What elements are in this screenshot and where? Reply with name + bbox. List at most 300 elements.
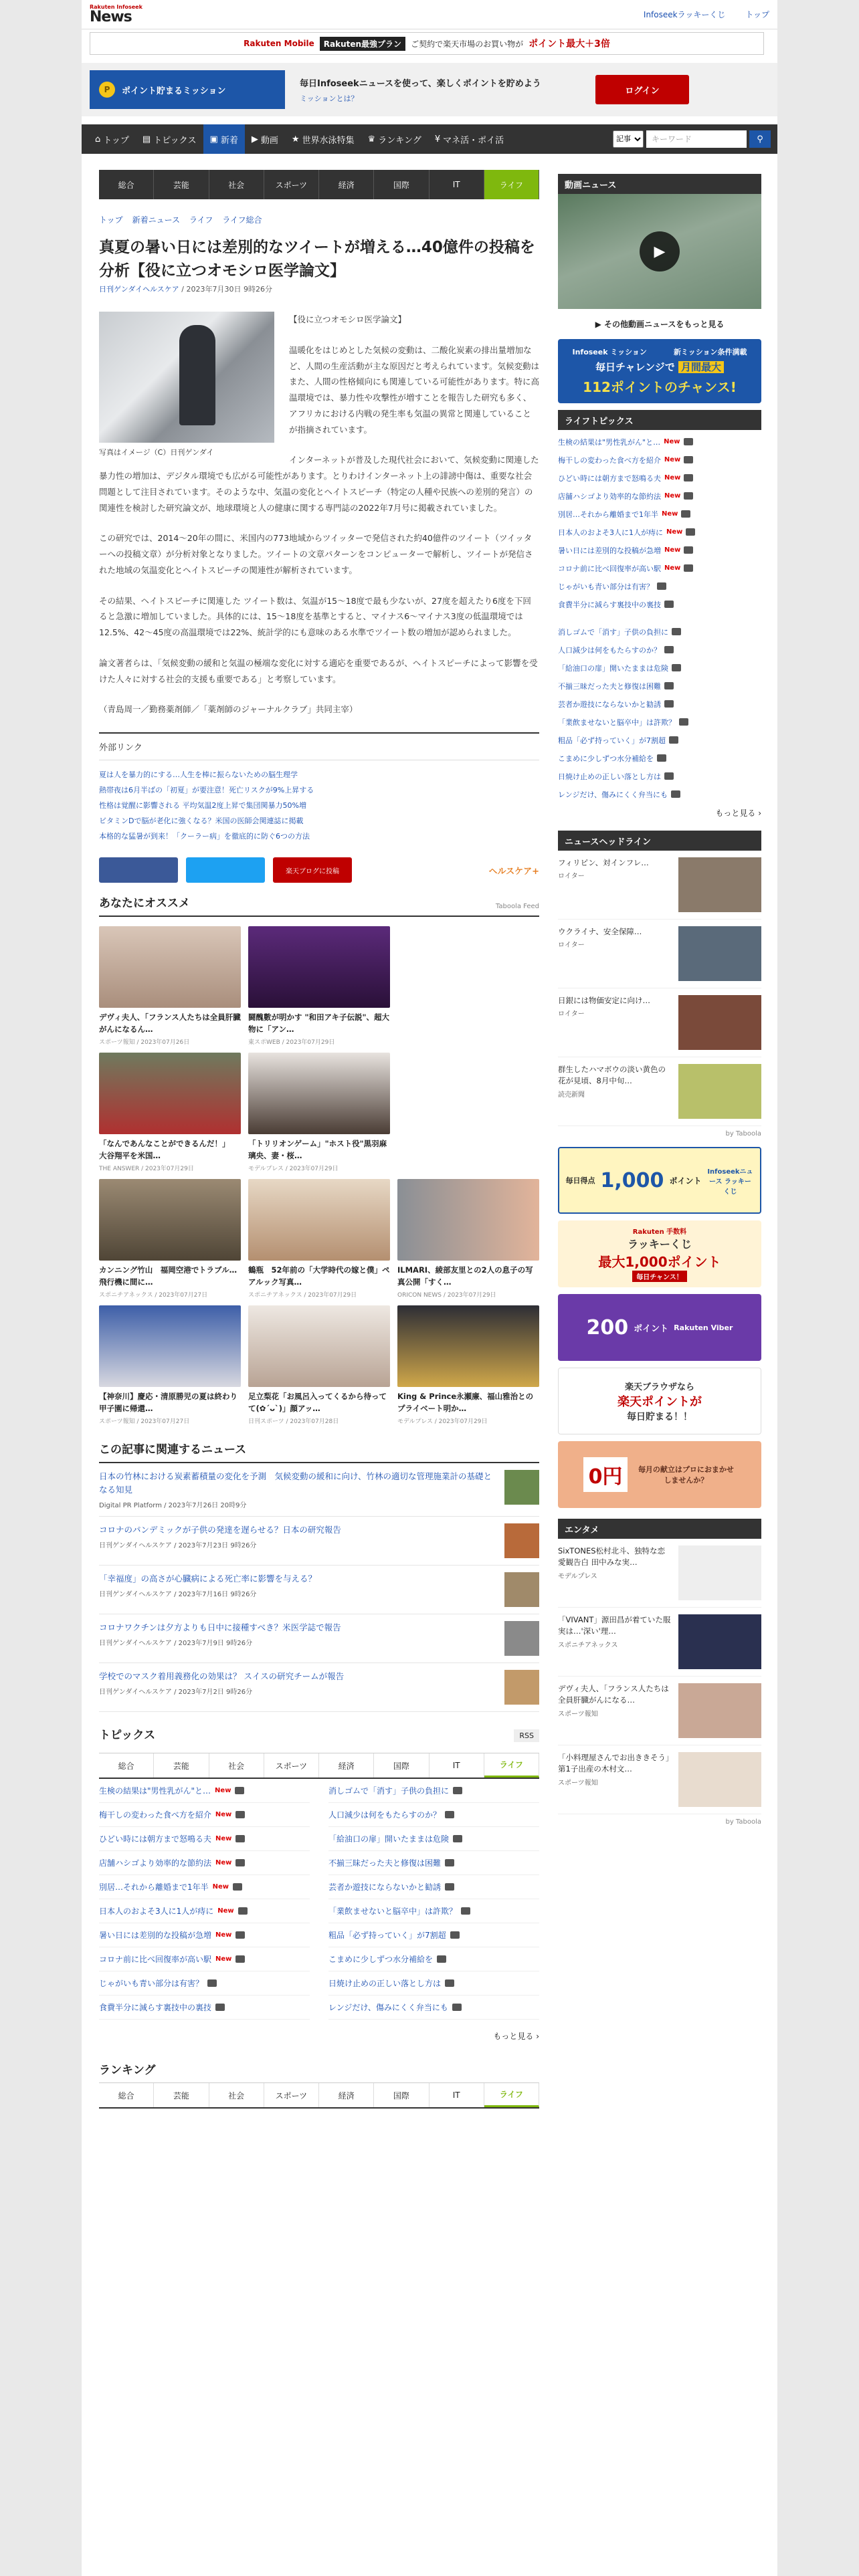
healthcare-logo[interactable]: ヘルスケア+	[488, 866, 539, 877]
viber-banner[interactable]	[558, 1294, 761, 1361]
card-title: 「トリリオンゲーム」"ホスト役"黒羽麻璃央、妻・桜…	[248, 1139, 387, 1161]
chevron-right-icon: ›	[758, 809, 761, 818]
topic-item[interactable]	[328, 1827, 539, 1851]
mission-line1: 毎日Infoseekニュースを使って、楽しくポイントを貯めよう	[300, 78, 541, 89]
ent-item[interactable]	[558, 1608, 761, 1677]
new-badge: New	[217, 1907, 234, 1915]
top-link[interactable]: トップ	[745, 10, 769, 19]
new-badge: New	[215, 1787, 231, 1795]
related-source: 日刊ゲンダイヘルスケア / 2023年7月9日 9時26分	[99, 1640, 253, 1648]
banner-text: Infoseek ミッション	[572, 348, 647, 356]
ranking-tab[interactable]: 経済	[319, 2083, 374, 2107]
related-header	[99, 1440, 539, 1463]
search-bar	[613, 130, 771, 148]
external-heading: 外部リンク	[99, 734, 539, 760]
article-title: 真夏の暑い日には差別的なツイートが増える…40億件の投稿を分析【役に立つオモシロ医学論文】	[99, 239, 535, 280]
recommend-card[interactable]	[248, 926, 390, 1046]
camera-icon	[461, 1907, 470, 1915]
topic-item[interactable]	[328, 1947, 539, 1971]
life-item[interactable]	[558, 641, 761, 659]
related-list	[99, 1463, 539, 1712]
new-badge: New	[666, 528, 683, 536]
headline-box	[558, 831, 761, 1138]
article-image[interactable]	[99, 312, 274, 443]
topics-tab[interactable]: 経済	[319, 1753, 374, 1778]
life-item[interactable]	[558, 695, 761, 713]
life-item[interactable]	[558, 785, 761, 803]
topics-tab[interactable]: 社会	[209, 1753, 264, 1778]
life-list	[558, 433, 761, 613]
card-title: カンニング竹山 福岡空港でトラブル…飛行機に間に…	[99, 1265, 237, 1287]
subnav-item[interactable]: スポーツ	[264, 170, 319, 199]
banner-text: ポイント	[634, 1323, 669, 1334]
life-item[interactable]	[558, 523, 761, 541]
related-title: 学校でのマスク着用義務化の効果は？ スイスの研究チームが報告	[99, 1671, 345, 1682]
nav-ranking[interactable]	[361, 124, 428, 154]
banner-text: 200	[586, 1315, 629, 1339]
ent-title: SixTONES松村北斗、独特な恋愛観告白 田中みな実…	[558, 1546, 666, 1568]
life-title: 「給油口の扉」開いたままは危険	[558, 663, 668, 673]
subnav-item[interactable]: 総合	[99, 170, 154, 199]
external-links	[99, 732, 539, 844]
headline-source: ロイター	[558, 873, 585, 881]
sidebar	[558, 174, 761, 1826]
new-badge: New	[664, 438, 680, 445]
camera-icon	[672, 628, 681, 635]
camera-icon	[672, 664, 681, 671]
topic-title: 不揃三昧だった夫と修復は困難	[328, 1858, 442, 1868]
subnav-item[interactable]: 社会	[209, 170, 264, 199]
life-title: こまめに少しずつ水分補給を	[558, 754, 654, 763]
life-title: 別居…それから離婚まで1年半	[558, 510, 658, 519]
related-item[interactable]	[99, 1463, 539, 1517]
taboola-label[interactable]: by Taboola	[725, 1130, 761, 1138]
card-source: スポーツ報知 / 2023年07月27日	[99, 1418, 190, 1426]
browser-banner[interactable]	[558, 1368, 761, 1434]
promo-text: ご契約で楽天市場のお買い物が	[411, 39, 524, 49]
nav-swim[interactable]	[285, 124, 361, 154]
coin-icon: P	[99, 82, 115, 98]
topic-item[interactable]	[99, 1851, 310, 1875]
coin-icon: ¥	[434, 134, 441, 144]
life-item[interactable]	[558, 767, 761, 785]
video-box	[558, 174, 761, 330]
headline-item[interactable]	[558, 920, 761, 988]
topic-item[interactable]	[328, 1803, 539, 1827]
banner-text: 112ポイントのチャンス!	[583, 379, 737, 395]
ranking-section	[99, 2060, 539, 2109]
card-source: ORICON NEWS / 2023年07月29日	[397, 1292, 496, 1299]
life-title: 芸者か遊技にならないかと勧誘	[558, 700, 661, 709]
life-item[interactable]	[558, 659, 761, 677]
life-item[interactable]	[558, 505, 761, 523]
article-para: インターネットが普及した現代社会において、気候変動に関連した暴力性の増加は、デジタル環境でも広がる可能性があります。とりわけインターネット上の誹謗中傷は、重要な社会問題として注目されています。そのような中、気温の変化とヘイトスピーチ（特定の人種や民族への差別的発言）の関連性を検討した研究論文が、地球環境と人の健康に関する専門誌の2022年7月号に掲載されていました。	[99, 455, 539, 513]
topic-item[interactable]	[328, 1899, 539, 1923]
camera-icon	[235, 1787, 244, 1794]
nav-top[interactable]	[88, 124, 136, 154]
headline-source: ロイター	[558, 1010, 585, 1018]
new-badge: New	[215, 1931, 232, 1939]
life-item[interactable]	[558, 595, 761, 613]
related-item[interactable]	[99, 1566, 539, 1614]
subnav-item-active[interactable]: ライフ	[484, 170, 539, 199]
banner-text: 最大1,000ポイント	[598, 1254, 721, 1270]
topic-title: 梅干しの変わった食べ方を紹介	[99, 1810, 211, 1820]
life-title: 粗品「必ず持っていく」が7割超	[558, 736, 666, 745]
camera-icon	[445, 1979, 454, 1987]
camera-icon	[450, 1931, 460, 1939]
recommend-card[interactable]	[248, 1305, 390, 1425]
banner-text: 新ミッション条件满載	[673, 348, 747, 356]
recommend-card[interactable]	[99, 1179, 241, 1299]
play-icon[interactable]: ▶	[640, 231, 680, 272]
camera-icon	[657, 582, 666, 590]
life-item[interactable]	[558, 677, 761, 695]
logo-main: News	[90, 8, 132, 25]
new-badge: New	[664, 564, 681, 572]
camera-icon	[684, 474, 693, 481]
taboola-label[interactable]: by Taboola	[725, 1818, 761, 1826]
life-item[interactable]	[558, 731, 761, 749]
topics-heading: トピックス	[99, 1729, 156, 1743]
card-source: スポニチアネックス / 2023年07月29日	[248, 1292, 357, 1299]
recipe-banner[interactable]	[558, 1441, 761, 1508]
camera-icon	[684, 546, 693, 554]
related-heading: この記事に関連するニュース	[99, 1443, 247, 1457]
topics-tab[interactable]: 総合	[99, 1753, 154, 1778]
ent-item[interactable]	[558, 1539, 761, 1608]
camera-icon	[453, 1787, 462, 1794]
life-title: コロナ前に比べ回復率が高い駅	[558, 564, 661, 573]
subnav-item[interactable]: 国際	[374, 170, 429, 199]
lucky-banner[interactable]	[558, 1147, 761, 1214]
external-link[interactable]: ビタミンDで脳が老化に強くなる？米国の医師会関連誌に掲載	[99, 817, 304, 826]
life-title: 生検の結果は"男性乳がん"と…	[558, 437, 661, 447]
ranking-tab-active[interactable]: ライフ	[484, 2083, 539, 2107]
nav-label: 世界水泳特集	[302, 135, 355, 146]
site-header	[82, 0, 777, 29]
life-title: 「業飲ませないと脳卒中」は許欺？	[558, 718, 676, 727]
camera-icon	[686, 528, 695, 536]
twitter-share-button[interactable]	[186, 857, 265, 883]
camera-icon	[445, 1859, 454, 1866]
headline-item[interactable]	[558, 851, 761, 920]
recommend-card[interactable]	[248, 1179, 390, 1299]
banner-text: 毎日チャンス！	[632, 1271, 686, 1282]
lucky-link[interactable]: Infoseekラッキーくじ	[643, 10, 726, 19]
breadcrumb-item[interactable]: ライフ	[189, 215, 213, 225]
external-link[interactable]: 夏は人を暴力的にする…人生を棒に振らないための脳生理学	[99, 770, 298, 779]
topics-tab[interactable]: 国際	[374, 1753, 429, 1778]
related-item[interactable]	[99, 1663, 539, 1712]
topics-tab-active[interactable]: ライフ	[484, 1753, 539, 1778]
topic-item[interactable]	[99, 1803, 310, 1827]
life-item[interactable]	[558, 433, 761, 451]
search-button[interactable]	[749, 130, 771, 148]
new-badge: New	[664, 456, 681, 463]
ent-source: スポーツ報知	[558, 1710, 598, 1718]
camera-icon	[233, 1883, 242, 1891]
banner-text: Rakuten Viber	[674, 1323, 733, 1332]
page	[82, 0, 777, 2576]
article-para: 温暖化をはじめとした気候の変動は、二酸化炭素の排出量増加など、人間の生産活動が主な原因だと考えられています。気候変動はまた、人間の性格傾向にも関連している可能性があります。特に高温環境では、暴力性や攻撃性が増すことを報告した研究も多く、アフリカにおける内戦の発生率も気温の異常と関連していることが指摘されています。	[289, 344, 540, 435]
recommend-card[interactable]	[99, 926, 241, 1046]
promo-plan: Rakuten最強プラン	[320, 37, 405, 51]
subnav-item[interactable]: 芸能	[154, 170, 209, 199]
mission-area	[82, 63, 777, 116]
login-label: ログイン	[625, 86, 660, 96]
nav-label: トップ	[103, 135, 129, 146]
card-title: ILMARI、綾部友里との2人の息子の写真公開「すく…	[397, 1265, 533, 1287]
topics-tab[interactable]: IT	[430, 1753, 484, 1778]
banner-text: 毎日貯まる！！	[627, 1411, 692, 1422]
banner-text: 毎日得点	[565, 1176, 595, 1185]
card-title: King & Prince永瀬廉、福山雅治とのプライベート明か…	[397, 1392, 534, 1414]
topics-header	[99, 1725, 539, 1747]
related-title: 日本の竹林における炭素蓄積量の変化を予測 気候変動の緩和に向け、竹林の適切な管理施業計の基礎となる知見	[99, 1471, 492, 1495]
life-item[interactable]	[558, 487, 761, 505]
camera-icon	[664, 646, 674, 653]
facebook-share-button[interactable]	[99, 857, 178, 883]
article-para: 論文著者らは、「気候変動の緩和と気温の極端な変化に対する適応を重要であるが、ヘイトスピーチによって影響を受けた人々に対する社会的支援も重要である」と考察しています。	[99, 657, 538, 684]
camera-icon	[664, 682, 674, 689]
ent-item[interactable]	[558, 1745, 761, 1814]
breadcrumb-item[interactable]: 新着ニュース	[132, 215, 181, 225]
banner-text: 楽天ブラウザなら	[624, 1382, 694, 1392]
camera-icon	[235, 1931, 245, 1939]
ranking-tab[interactable]: スポーツ	[264, 2083, 319, 2107]
camera-icon	[453, 1835, 462, 1842]
camera-icon	[445, 1883, 454, 1891]
video-more-label: その他動画ニュースをもっと見る	[604, 320, 725, 329]
headline-item[interactable]	[558, 988, 761, 1057]
topic-title: 別居…それから離婚まで1年半	[99, 1883, 209, 1893]
camera-icon	[235, 1835, 245, 1842]
ranking-tab[interactable]: 国際	[374, 2083, 429, 2107]
camera-icon	[679, 718, 688, 726]
headline-source: 読売新聞	[558, 1091, 585, 1099]
topic-title: ひどい時には朝方まで怒鳴る夫	[99, 1834, 212, 1844]
life-list	[558, 623, 761, 803]
camera-icon	[235, 1811, 245, 1818]
topic-title: 消しゴムで「消す」子供の負担に	[328, 1786, 450, 1796]
recommend-card[interactable]	[99, 1305, 246, 1426]
life-title: 梅干しの変わった食べ方を紹介	[558, 455, 661, 465]
external-link[interactable]: 熱帯夜は6月半ばの「初夏」が要注意！死亡リスクが9%上昇する	[99, 786, 314, 795]
banner-text: ラッキーくじ	[628, 1238, 692, 1251]
search-select[interactable]	[613, 130, 644, 148]
search-input[interactable]: キーワード	[646, 130, 747, 148]
figure-caption: 写真はイメージ（C）日刊ゲンダイ	[99, 448, 214, 457]
related-source: 日刊ゲンダイヘルスケア / 2023年7月23日 9時26分	[99, 1542, 257, 1550]
topic-item[interactable]	[328, 1923, 539, 1947]
card-source: スポニチアネックス / 2023年07月27日	[99, 1292, 208, 1299]
rakuten-blog-button[interactable]	[273, 857, 352, 883]
nav-topics[interactable]	[136, 124, 203, 154]
card-title: デヴィ夫人、「フランス人たちは全員肝臓がんになるん…	[99, 1012, 241, 1035]
article-meta: 日刊ゲンダイヘルスケア / 2023年7月30日 9時26分	[99, 285, 272, 294]
new-badge: New	[662, 510, 678, 518]
video-heading: 動画ニュース	[558, 174, 761, 194]
ranking-heading: ランキング	[99, 2064, 156, 2078]
life-item[interactable]	[558, 541, 761, 559]
video-player[interactable]	[558, 194, 761, 309]
banner-text: Infoseekニュース ラッキーくじ	[707, 1168, 753, 1196]
headline-title: フィリピン、対インフレ…	[558, 858, 649, 867]
topic-item[interactable]	[99, 1899, 310, 1923]
camera-icon	[238, 1907, 248, 1915]
life-item[interactable]	[558, 577, 761, 595]
ranking-tab[interactable]: IT	[430, 2083, 484, 2107]
camera-icon	[664, 700, 674, 708]
recommend-card[interactable]	[397, 1179, 539, 1299]
topic-title: こまめに少しずつ水分補給を	[328, 1955, 434, 1965]
subnav-item[interactable]: IT	[430, 170, 484, 199]
topic-title: 食費半分に減らす裏技中の裏技	[99, 2003, 212, 2013]
topic-item[interactable]	[99, 1947, 310, 1971]
card-title: 足立梨花「お風呂入ってくるから待ってて(✿´ᴗ`)」顔アッ…	[248, 1392, 387, 1414]
camera-icon	[452, 2004, 462, 2011]
nav-new[interactable]	[203, 124, 245, 154]
article-para: （青島周一／勤務薬剤師／「薬剤師のジャーナルクラブ」共同主宰）	[99, 704, 358, 715]
topic-item[interactable]	[328, 1851, 539, 1875]
nav-video[interactable]	[245, 124, 285, 154]
topics-icon: ▤	[142, 134, 151, 144]
promo-banner[interactable]	[90, 32, 764, 55]
topic-item[interactable]	[99, 1779, 310, 1803]
nav-label: トピックス	[153, 135, 197, 146]
mission-banner[interactable]	[558, 339, 761, 403]
ent-title: 「VIVANT」源田昌が着ていた服 実は…'深い'理…	[558, 1615, 678, 1636]
login-button[interactable]	[595, 75, 689, 104]
camera-icon	[235, 1859, 245, 1866]
topic-item[interactable]	[99, 1923, 310, 1947]
nav-money[interactable]	[428, 124, 510, 154]
topics-tab[interactable]: スポーツ	[264, 1753, 319, 1778]
life-item[interactable]	[558, 749, 761, 767]
nav-label: ランキング	[378, 135, 421, 146]
ranking-tabs	[99, 2082, 539, 2109]
site-logo[interactable]	[90, 5, 142, 25]
banner-text: Rakuten 手数料	[632, 1228, 687, 1236]
topic-title: 店舗ハシゴより効率的な節約法	[99, 1858, 212, 1868]
mission-badge[interactable]	[90, 70, 285, 109]
rakuten-blog-label: 楽天ブログに投稿	[286, 867, 339, 875]
new-badge: New	[664, 546, 681, 554]
promo-mobile: Rakuten Mobile	[244, 39, 314, 48]
headline-source: ロイター	[558, 942, 585, 950]
camera-icon	[684, 564, 693, 572]
topic-item[interactable]	[99, 1827, 310, 1851]
life-item[interactable]	[558, 451, 761, 469]
related-item[interactable]	[99, 1517, 539, 1566]
life-item[interactable]	[558, 469, 761, 487]
article-para: この研究では、2014～20年の間に、米国内の773地域からツイッターで発信された約40億件のツイート（ツイッターへの投稿文章）が分析対象となりました。ツイートの文章パターンをコンピューターで解析し、ツイートが発信された地域の気温変化とヘイトスピーチの関連性が解析されています。	[99, 533, 533, 575]
promo-points: ポイント最大＋3倍	[529, 39, 610, 49]
card-title: 「なんであんなことができるんだ！」 大谷翔平を米国…	[99, 1139, 234, 1161]
new-badge: New	[215, 1955, 232, 1963]
subnav-item[interactable]: 経済	[319, 170, 374, 199]
rakuten-lucky-banner[interactable]	[558, 1220, 761, 1287]
star-icon: ★	[291, 134, 300, 144]
camera-icon	[684, 438, 693, 445]
camera-icon	[684, 492, 693, 500]
topics-tabs	[99, 1753, 539, 1779]
article-source[interactable]: 日刊ゲンダイヘルスケア	[99, 285, 179, 294]
camera-icon	[207, 1979, 217, 1987]
ranking-tab[interactable]: 総合	[99, 2083, 154, 2107]
related-title: コロナワクチンは夕方よりも日中に接種すべき？米医学誌で報告	[99, 1622, 341, 1633]
topic-item[interactable]	[99, 1875, 310, 1899]
topics-grid	[99, 1779, 539, 2020]
related-title: コロナのパンデミックが子供の発達を遅らせる？日本の研究報告	[99, 1525, 341, 1535]
topics-more-link[interactable]: もっと見る	[493, 2032, 534, 2042]
ent-source: モデルプレス	[558, 1572, 597, 1580]
topic-item[interactable]	[99, 1971, 310, 1996]
life-title: 暑い日には差別的な投稿が急増	[558, 546, 661, 555]
life-item[interactable]	[558, 623, 761, 641]
ranking-tab[interactable]: 社会	[209, 2083, 264, 2107]
related-source: 日刊ゲンダイヘルスケア / 2023年7月16日 9時26分	[99, 1591, 257, 1599]
topic-title: 日本人のおよそ3人に1人が痔に	[99, 1907, 214, 1917]
topic-title: コロナ前に比べ回復率が高い駅	[99, 1955, 212, 1965]
topic-item[interactable]	[328, 1875, 539, 1899]
related-item[interactable]	[99, 1614, 539, 1663]
article-para: その結果、ヘイトスピーチに関連した ツイート数は、気温が15～18度で最も少ないが、27度を超えたり6度を下回ると急激に増加していました。具体的には、15～18度を基準とすると、マイナス6～マイナス3度の低温環境では12.5%、42～45度の高温環境では22%、統計学的にも意味のある水準でツイート数の増加が認められました。	[99, 595, 531, 637]
headline-title: ウクライナ、安全保障…	[558, 927, 642, 936]
topic-item[interactable]	[328, 1996, 539, 2020]
breadcrumb-item[interactable]: トップ	[99, 215, 123, 225]
life-more-link[interactable]: もっと見る	[715, 809, 756, 818]
ranking-tab[interactable]: 芸能	[154, 2083, 209, 2107]
life-item[interactable]	[558, 559, 761, 577]
article-figure	[99, 312, 274, 457]
card-source: 東スポWEB / 2023年07月29日	[248, 1039, 335, 1047]
recommend-card[interactable]	[248, 1053, 390, 1172]
external-link[interactable]: 本格的な猛暑が到来！「クーラー病」を徹底的に防ぐ6つの方法	[99, 832, 310, 841]
life-title: 店舗ハシゴより効率的な節約法	[558, 492, 661, 501]
topic-item[interactable]	[328, 1779, 539, 1803]
logo-top: Rakuten Infoseek	[90, 3, 142, 10]
topic-item[interactable]	[328, 1971, 539, 1996]
topics-tab[interactable]: 芸能	[154, 1753, 209, 1778]
ent-source: スポーツ報知	[558, 1779, 598, 1787]
life-topics-heading: ライフトピックス	[558, 410, 761, 430]
crown-icon: ♛	[367, 134, 376, 144]
headline-item[interactable]	[558, 1057, 761, 1126]
home-icon: ⌂	[95, 134, 101, 144]
recommend-card[interactable]	[397, 1305, 539, 1425]
topic-title: じゃがいも青い部分は有害？	[99, 1979, 204, 1989]
taboola-label[interactable]: Taboola Feed	[495, 903, 539, 911]
recommend-card[interactable]	[99, 1053, 241, 1172]
life-item[interactable]	[558, 713, 761, 731]
article-date: 2023年7月30日 9時26分	[186, 285, 272, 294]
banner-text: 毎月の献立はプロにおまかせしませんか？	[638, 1465, 734, 1485]
mission-help-link[interactable]: ミッションとは？	[300, 94, 359, 103]
camera-icon	[664, 601, 674, 608]
camera-icon	[235, 1955, 245, 1963]
external-link[interactable]: 性格は覚醒に影響される 平均気温2度上昇で集団関暴力50%増	[99, 801, 306, 811]
rss-button[interactable]: RSS	[514, 1729, 539, 1742]
topic-item[interactable]	[99, 1996, 310, 2020]
breadcrumb-item[interactable]: ライフ総合	[222, 215, 262, 225]
ent-item[interactable]	[558, 1677, 761, 1745]
topic-title: 「給油口の扉」開いたままは危険	[328, 1834, 450, 1844]
camera-icon	[437, 1955, 446, 1963]
video-more-link[interactable]	[558, 318, 761, 330]
topic-title: 粗品「必ず持っていく」が7割超	[328, 1931, 446, 1941]
